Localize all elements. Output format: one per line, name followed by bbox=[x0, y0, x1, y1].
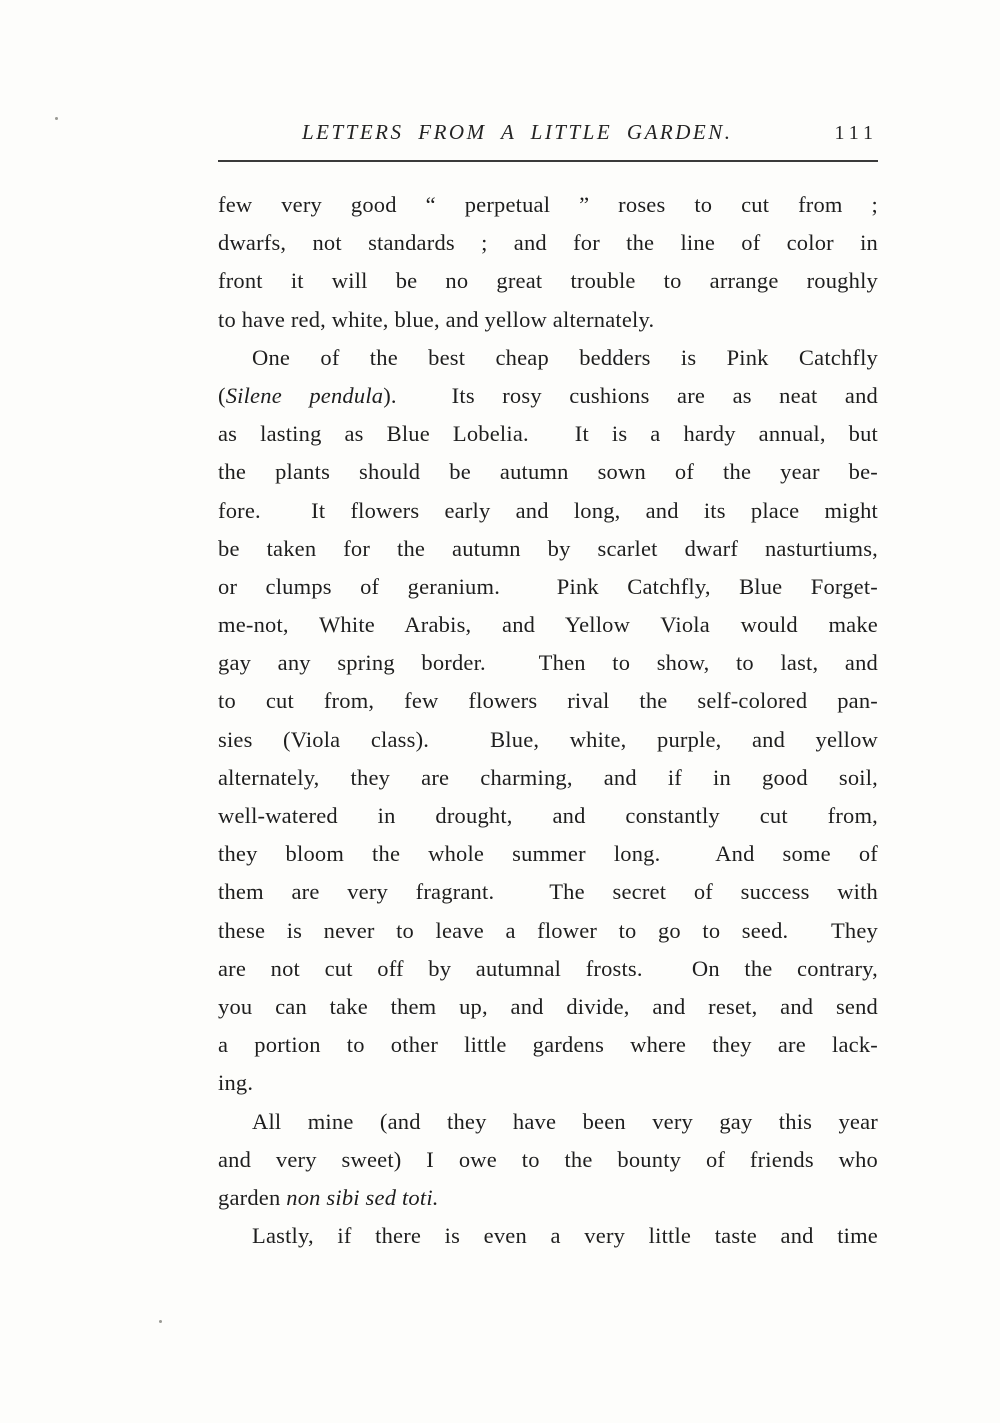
text-line bbox=[218, 530, 878, 568]
text-line bbox=[218, 606, 878, 644]
text-line bbox=[218, 1103, 878, 1141]
text-segment: these is never to leave a flower to go to seed. They bbox=[218, 917, 878, 943]
scan-speck bbox=[55, 117, 58, 120]
text-segment: alternately, they are charming, and if in good soil, bbox=[218, 764, 878, 790]
scan-speck bbox=[159, 1320, 162, 1323]
text-line bbox=[218, 1141, 878, 1179]
text-segment: garden bbox=[218, 1184, 287, 1210]
text-line bbox=[218, 262, 878, 300]
text-line bbox=[218, 988, 878, 1026]
text-segment: front it will be no great trouble to arrange roughly bbox=[218, 268, 878, 294]
text-segment: One of the best cheap bedders is Pink Catchfly bbox=[252, 344, 878, 370]
italic-text-segment: Silene pendula bbox=[225, 382, 384, 408]
text-segment: to cut from, few flowers rival the self-colored pan- bbox=[218, 688, 878, 714]
text-segment: me-not, White Arabis, and Yellow Viola would make bbox=[218, 612, 878, 638]
text-segment: the plants should be autumn sown of the year be- bbox=[218, 459, 878, 485]
text-line bbox=[218, 721, 878, 759]
text-line bbox=[218, 644, 878, 682]
text-segment: are not cut off by autumnal frosts. On the contrary, bbox=[218, 955, 878, 981]
text-segment: dwarfs, not standards ; and for the line of color in bbox=[218, 230, 878, 256]
text-line bbox=[218, 912, 878, 950]
text-line bbox=[218, 186, 878, 224]
text-line bbox=[218, 759, 878, 797]
text-segment: sies (Viola class). Blue, white, purple, and yellow bbox=[218, 726, 878, 752]
text-line bbox=[218, 1179, 878, 1217]
text-line bbox=[218, 377, 878, 415]
text-line bbox=[218, 568, 878, 606]
page-number: 111 bbox=[834, 122, 878, 144]
text-line bbox=[218, 1217, 878, 1255]
text-segment: gay any spring border. Then to show, to last, and bbox=[218, 650, 878, 676]
text-line bbox=[218, 682, 878, 720]
text-segment: them are very fragrant. The secret of success with bbox=[218, 879, 878, 905]
text-segment: Lastly, if there is even a very little taste and time bbox=[252, 1223, 878, 1249]
body-text bbox=[218, 186, 878, 1255]
text-segment: All mine (and they have been very gay this year bbox=[252, 1108, 878, 1134]
text-line bbox=[218, 797, 878, 835]
text-segment: you can take them up, and divide, and reset, and send bbox=[218, 993, 878, 1019]
text-line bbox=[218, 835, 878, 873]
text-segment: as lasting as Blue Lobelia. It is a hardy annual, but bbox=[218, 421, 878, 447]
header-rule bbox=[218, 160, 878, 162]
text-segment: few very good “ perpetual ” roses to cut from ; bbox=[218, 192, 878, 217]
running-header bbox=[218, 120, 878, 148]
text-segment: ). Its rosy cushions are as neat and bbox=[383, 382, 879, 408]
running-header-title: LETTERS FROM A LITTLE GARDEN. bbox=[301, 120, 733, 144]
text-line bbox=[218, 492, 878, 530]
text-segment: fore. It flowers early and long, and its place might bbox=[218, 497, 878, 523]
text-line bbox=[218, 873, 878, 911]
text-line bbox=[218, 415, 878, 453]
italic-text-segment: non sibi sed toti. bbox=[286, 1184, 439, 1210]
text-segment: ( bbox=[218, 382, 226, 408]
text-segment: they bloom the whole summer long. And some of bbox=[218, 841, 878, 867]
text-line bbox=[218, 950, 878, 988]
text-segment: to have red, white, blue, and yellow alternately. bbox=[218, 306, 655, 332]
text-line bbox=[218, 301, 878, 339]
text-column bbox=[218, 120, 878, 1255]
text-segment: a portion to other little gardens where they are lack- bbox=[218, 1032, 878, 1058]
text-segment: ing. bbox=[218, 1070, 254, 1096]
text-segment: well-watered in drought, and constantly cut from, bbox=[218, 803, 878, 828]
text-line bbox=[218, 1026, 878, 1064]
text-line bbox=[218, 339, 878, 377]
text-line bbox=[218, 1064, 878, 1102]
text-segment: be taken for the autumn by scarlet dwarf nasturtiums, bbox=[218, 535, 878, 561]
text-line bbox=[218, 453, 878, 491]
text-segment: or clumps of geranium. Pink Catchfly, Blue Forget- bbox=[218, 573, 878, 599]
text-segment: and very sweet) I owe to the bounty of friends who bbox=[218, 1146, 878, 1172]
text-line bbox=[218, 224, 878, 262]
